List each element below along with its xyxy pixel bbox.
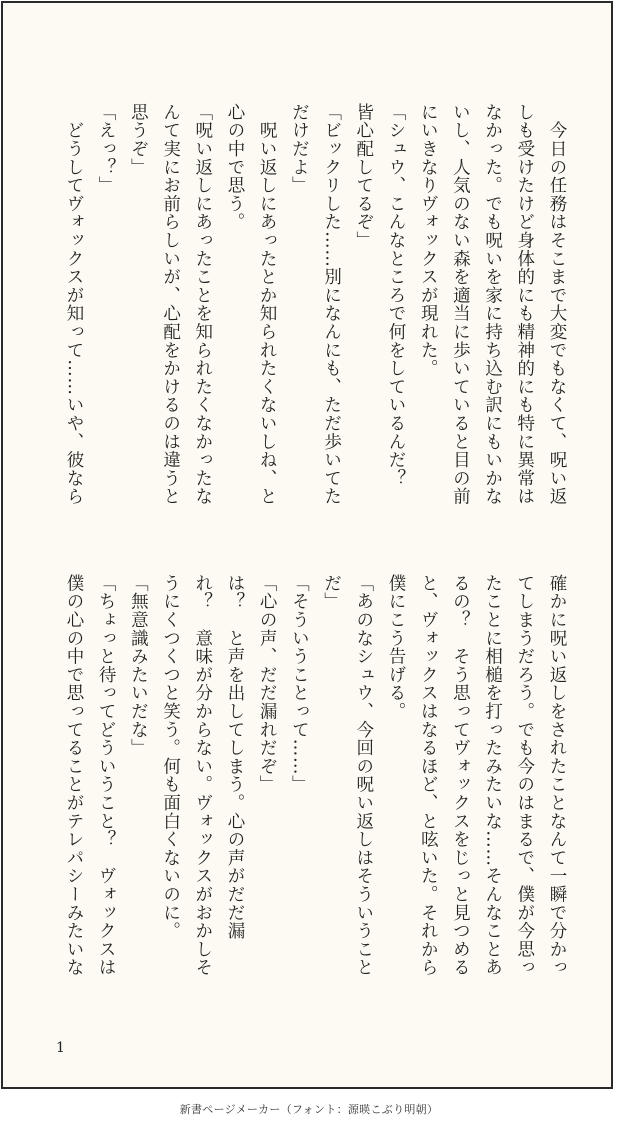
- text-line: どうしてヴォックスが知って……いや、彼なら: [63, 103, 84, 506]
- manuscript-page: [1, 1, 613, 1089]
- text-line: れ？ 意味が分からない。ヴォックスがおかしそ: [192, 574, 213, 977]
- text-line: 呪い返しにあったとか知られたくないしね、と: [257, 103, 278, 506]
- text-line: は？ と声を出してしまう。心の声がだだ漏: [224, 574, 245, 940]
- text-line: だけだよ」: [289, 103, 310, 195]
- text-line: てしまうだろう。でも今のはまるで、僕が今思っ: [514, 574, 535, 977]
- text-line: 「呪い返しにあったことを知られたくなかったな: [192, 103, 213, 506]
- text-line: 「シュウ、こんなところで何をしているんだ？: [385, 103, 406, 488]
- text-line: るの？ そう思ってヴォックスをじっと見つめる: [450, 574, 471, 977]
- text-line: 皆心配してるぞ」: [353, 103, 374, 250]
- text-line: しも受けたけど身体的にも精神的にも特に異常は: [514, 103, 535, 506]
- text-line: 今日の任務はそこまで大変でもなくて、呪い返: [547, 103, 567, 506]
- text-line: 「心の声、だだ漏れだぞ」: [257, 574, 278, 794]
- text-line: 僕の心の中で思ってることがテレパシーみたいな: [63, 574, 84, 977]
- text-line: 「無意識みたいだな」: [128, 574, 149, 757]
- text-line: 思うぞ」: [128, 103, 149, 177]
- text-line: 確かに呪い返しをされたことなんて一瞬で分かっ: [547, 574, 567, 977]
- generator-credit: 新書ページメーカー（フォント：源暎こぶり明朝）: [179, 1103, 439, 1116]
- text-line: なかった。でも呪いを家に持ち込む訳にもいかな: [482, 103, 503, 506]
- text-block-lower: [58, 574, 573, 994]
- text-line: 心の中で思う。: [224, 103, 245, 232]
- text-block-upper: [58, 103, 573, 523]
- text-line: 「ビックリした……別になんにも、ただ歩いてた: [321, 103, 342, 506]
- text-line: 「えっ？」: [96, 103, 117, 195]
- text-line: だ」: [321, 574, 342, 611]
- text-line: いし、人気のない森を適当に歩いていると目の前: [450, 103, 471, 506]
- text-line: 「あのなシュウ、今回の呪い返しはそういうこと: [353, 574, 374, 977]
- text-line: うにくつくつと笑う。何も面白くないのに。: [160, 574, 181, 940]
- text-line: と、ヴォックスはなるほど、と呟いた。それから: [418, 574, 439, 977]
- page-number: 1: [56, 1040, 65, 1056]
- text-line: んて実にお前らしいが、心配をかけるのは違うと: [160, 103, 181, 506]
- text-line: 「そういうことって……」: [289, 574, 310, 794]
- text-line: たことに相槌を打ったみたいな……そんなことあ: [482, 574, 503, 977]
- text-line: 僕にこう告げる。: [385, 574, 406, 721]
- text-line: 「ちょっと待ってどういうこと？ ヴォックスは: [96, 574, 117, 977]
- text-line: にいきなりヴォックスが現れた。: [418, 103, 439, 378]
